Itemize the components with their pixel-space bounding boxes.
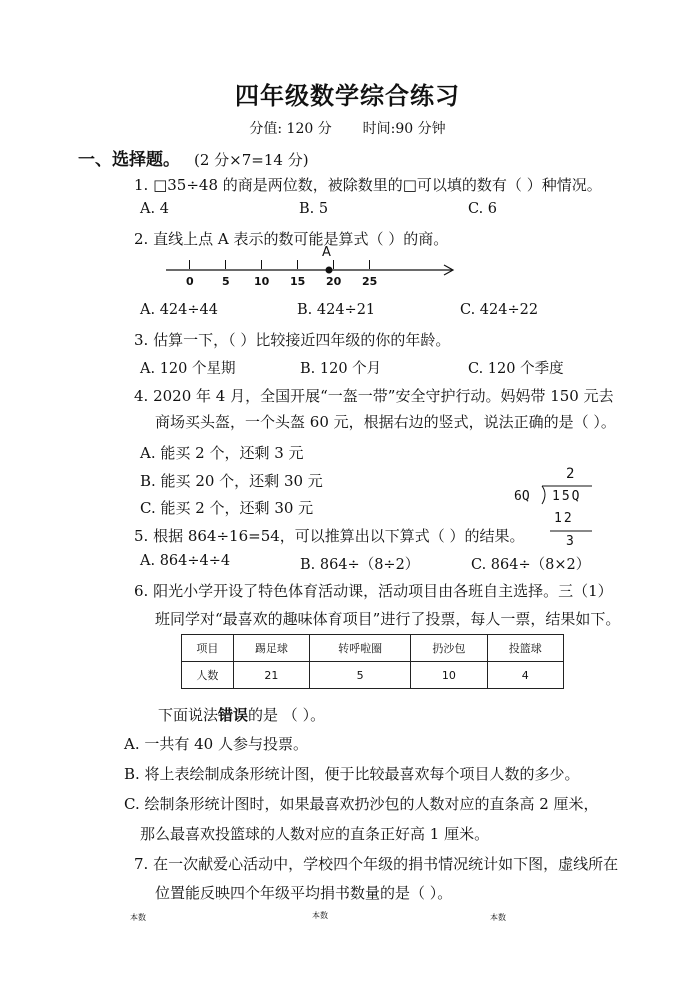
table-cell: 4: [487, 662, 563, 689]
q1-option-a[interactable]: A. 4: [140, 201, 169, 217]
chart-a-y-label: 本数: [130, 913, 146, 922]
q3-option-a[interactable]: A. 120 个星期: [140, 361, 236, 377]
table-header-cell: 踢足球: [233, 635, 309, 662]
tick-label-10: 10: [254, 275, 270, 288]
question-6-line-2: 班同学对“最喜欢的趣味体育项目”进行了投票，每人一票，结果如下。: [155, 610, 621, 628]
q4-option-a[interactable]: A. 能买 2 个，还剩 3 元: [140, 444, 304, 462]
vote-table: [181, 634, 564, 689]
table-header-cell: 投篮球: [487, 635, 563, 662]
division-remainder: 3: [566, 534, 574, 549]
tick-25: [369, 260, 370, 269]
q1-option-b[interactable]: B. 5: [299, 201, 329, 217]
question-5-text: 5. 根据 864÷16=54，可以推算出以下算式（ ）的结果。: [134, 527, 525, 545]
prompt-post: 的是 （ ）。: [248, 706, 326, 724]
tick-10: [261, 260, 262, 269]
division-quotient: 2: [566, 466, 575, 482]
exam-info: [0, 118, 695, 138]
tick-label-15: 15: [290, 275, 306, 288]
question-4-line-2: 商场买头盔，一个头盔 60 元，根据右边的竖式，说法正确的是（ ）。: [155, 413, 616, 431]
q3-option-c[interactable]: C. 120 个季度: [468, 361, 564, 377]
q5-option-a[interactable]: A. 864÷4÷4: [140, 553, 231, 569]
question-2-text: 2. 直线上点 A 表示的数可能是算式（ ）的商。: [134, 230, 449, 248]
question-7-line-2: 位置能反映四个年级平均捐书数量的是（ ）。: [155, 884, 453, 902]
division-dividend: 15Q: [552, 489, 582, 504]
q2-option-b[interactable]: B. 424÷21: [297, 302, 376, 318]
score-info: 分值: 120 分: [249, 121, 332, 137]
table-cell: 5: [310, 662, 411, 689]
tick-15: [297, 260, 298, 269]
tick-label-5: 5: [222, 275, 230, 288]
chart-c-y-label: 本数: [490, 913, 506, 922]
q6-option-a[interactable]: A. 一共有 40 人参与投票。: [124, 735, 308, 753]
question-7-line-1: 7. 在一次献爱心活动中，学校四个年级的捐书情况统计如下图，虚线所在: [134, 855, 619, 873]
prompt-pre: 下面说法: [158, 706, 219, 724]
question-1-text: 1. □35÷48 的商是两位数，被除数里的□可以填的数有（ ）种情况。: [134, 176, 602, 194]
q2-option-c[interactable]: C. 424÷22: [460, 302, 539, 318]
table-row-label: 人数: [182, 662, 234, 689]
tick-5: [225, 260, 226, 269]
division-product: 12: [554, 511, 574, 526]
q6-option-b[interactable]: B. 将上表绘制成条形统计图，便于比较最喜欢每个项目人数的多少。: [124, 765, 580, 783]
tick-0: [189, 260, 190, 269]
chart-b-y-label: 本数: [312, 911, 328, 920]
q4-option-b[interactable]: B. 能买 20 个，还剩 30 元: [140, 472, 323, 490]
q4-option-c[interactable]: C. 能买 2 个，还剩 30 元: [140, 499, 314, 517]
question-3-text: 3. 估算一下，（ ）比较接近四年级的你的年龄。: [134, 331, 451, 349]
tick-label-20: 20: [326, 275, 342, 288]
table-cell: 10: [411, 662, 487, 689]
q1-option-c[interactable]: C. 6: [468, 201, 498, 217]
question-6-prompt: [158, 704, 325, 725]
table-cell: 21: [233, 662, 309, 689]
tick-20: [333, 260, 334, 269]
q2-option-a[interactable]: A. 424÷44: [140, 302, 218, 318]
q5-option-c[interactable]: C. 864÷（8×2）: [471, 557, 591, 573]
q5-option-b[interactable]: B. 864÷（8÷2）: [300, 557, 420, 573]
table-header-cell: 转呼啦圈: [310, 635, 411, 662]
question-6-line-1: 6. 阳光小学开设了特色体育活动课，活动项目由各班自主选择。三（1）: [134, 582, 613, 600]
question-4-line-1: 4. 2020 年 4 月，全国开展“一盔一带”安全守护行动。妈妈带 150 元去: [134, 387, 614, 405]
division-divisor: 6Q: [514, 489, 530, 504]
q6-option-c[interactable]: C. 绘制条形统计图时，如果最喜欢扔沙包的人数对应的直条高 2 厘米，: [124, 795, 599, 813]
time-info: 时间:90 分钟: [362, 121, 446, 137]
q6-option-c-continued: 那么最喜欢投篮球的人数对应的直条正好高 1 厘米。: [140, 825, 490, 843]
tick-label-25: 25: [362, 275, 378, 288]
prompt-emphasis: 错误: [218, 706, 249, 724]
section-heading: [78, 145, 309, 170]
table-row: [182, 662, 564, 689]
number-line-axis: [160, 255, 460, 285]
section-label: 一、选择题。: [78, 150, 180, 170]
q3-option-b[interactable]: B. 120 个月: [300, 361, 382, 377]
section-points: (2 分×7=14 分): [194, 151, 309, 169]
tick-label-0: 0: [186, 275, 194, 288]
table-header-cell: 项目: [182, 635, 234, 662]
point-a-label: A: [322, 245, 331, 260]
page-title: 四年级数学综合练习: [235, 81, 460, 110]
table-header-cell: 扔沙包: [411, 635, 487, 662]
table-header-row: [182, 635, 564, 662]
